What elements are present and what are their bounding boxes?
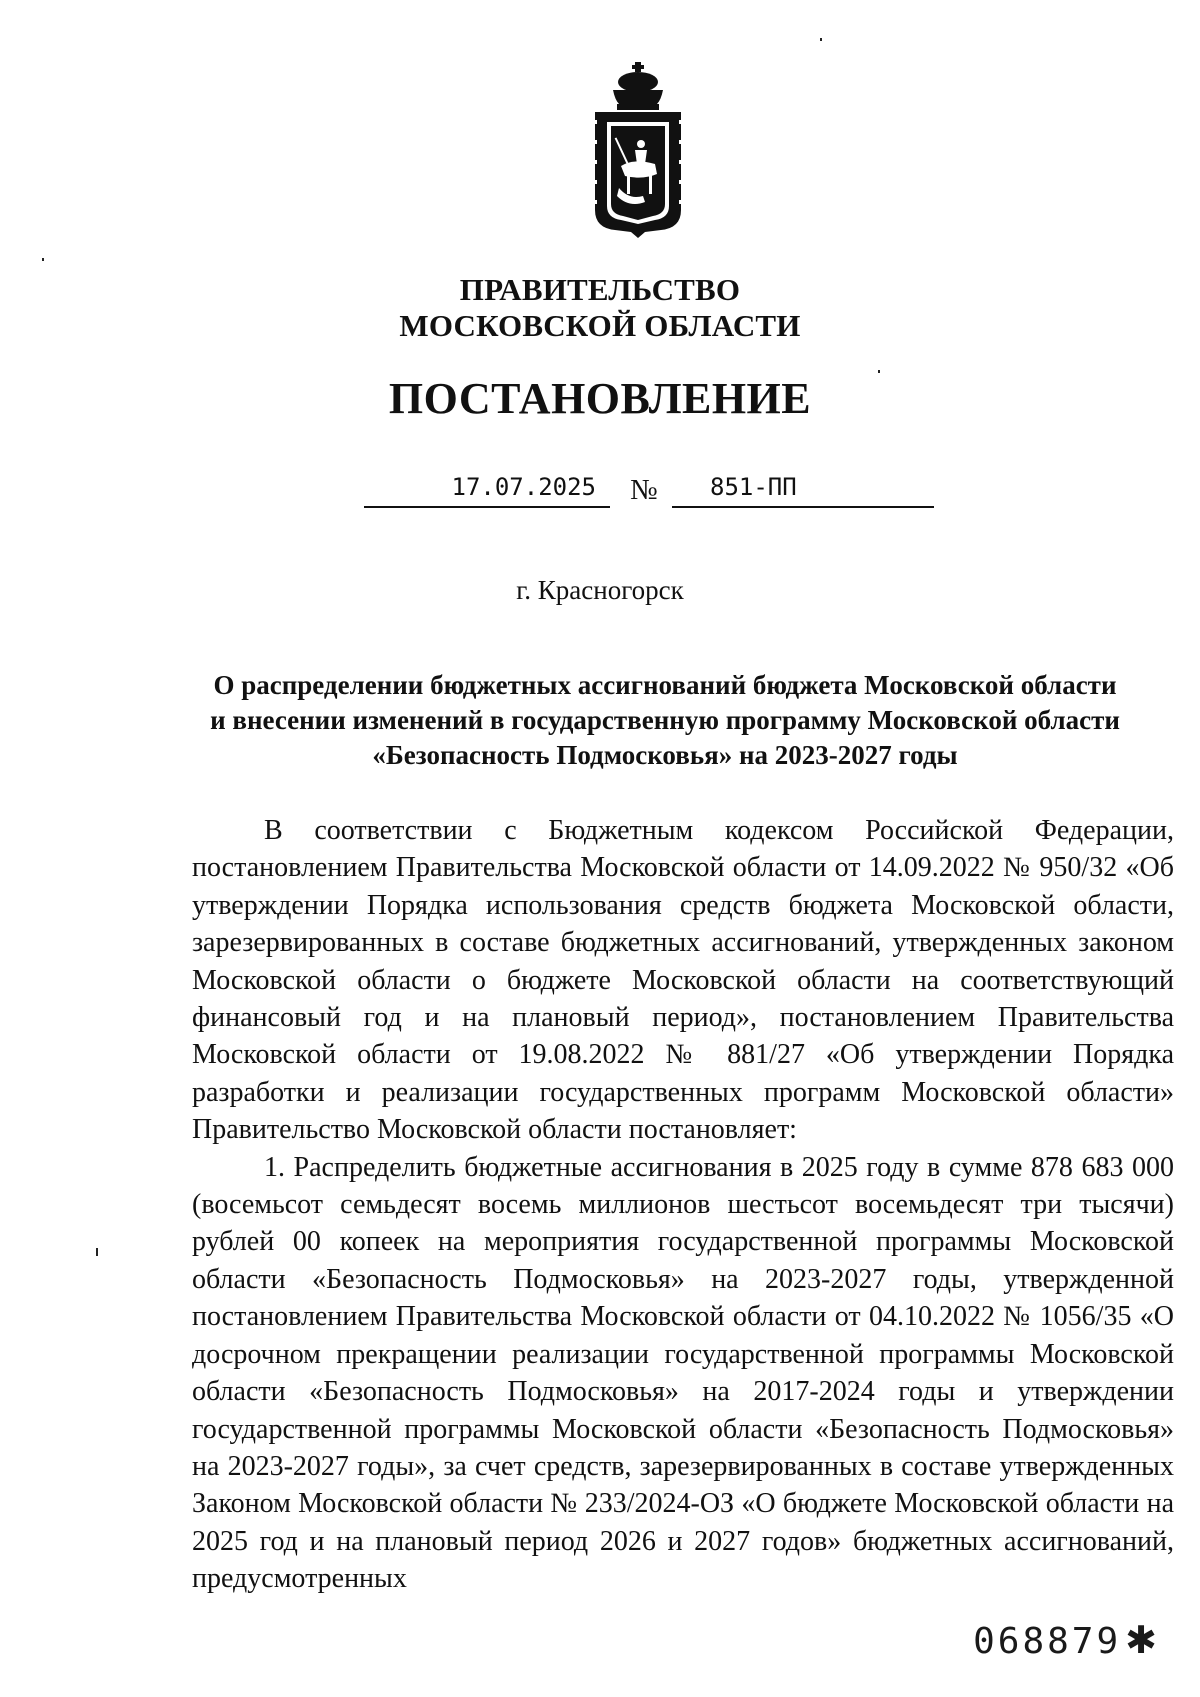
scan-speck (96, 1248, 98, 1256)
subject-line-2: и внесении изменений в государственную программу Московской области (210, 705, 1120, 735)
scan-speck (820, 38, 822, 41)
subject-line-3: «Безопасность Подмосковья» на 2023-2027 годы (372, 740, 958, 770)
document-subject (150, 668, 1180, 773)
subject-line-1: О распределении бюджетных ассигнований бюджета Московской области (213, 670, 1117, 700)
organization-name-line-1: ПРАВИТЕЛЬСТВО (459, 272, 741, 307)
document-body (192, 812, 1174, 1598)
preamble-paragraph: В соответствии с Бюджетным кодексом Российской Федерации, постановлением Правительства Московской области от 14.09.2022 № 950/32 «Об утверждении Порядка использования средств бюджета Московской области, зарезервированных в составе бюджетных ассигнований, утвержденных законом Московской области о бюджете Московской области на соответствующий финансовый год и на плановый период», постановлением Правительства Московской области от 19.08.2022 № 881/27 «Об утверждении Порядка разработки и реализации государственных программ Московской области» Правительство Московской области постановляет: (192, 815, 1174, 1146)
registration-date: 17.07.2025 (451, 473, 596, 501)
registration-number: 851-ПП (710, 473, 797, 501)
number-sign: № (630, 474, 658, 506)
document-type-heading: ПОСТАНОВЛЕНИЕ (388, 374, 812, 423)
scan-speck (878, 370, 880, 373)
item-1-paragraph: 1. Распределить бюджетные ассигнования в 2025 году в сумме 878 683 000 (восемьсот семьдесят восемь миллионов шестьсот восемьдесят три тысячи) рублей 00 копеек на мероприятия государственной программы Московской области «Безопасность Подмосковья» на 2023-2027 годы, утвержденной постановлением Правительства Московской области от 04.10.2022 № 1056/35 «О досрочном прекращении реализации государственной программы Московской области «Безопасность Подмосковья» на 2017-2024 годы и утверждении государственной программы Московской области «Безопасность Подмосковья» на 2023-2027 годы», за счет средств, зарезервированных в составе утвержденных Законом Московской области № 233/2024-ОЗ «О бюджете Московской области на 2025 год и на плановый период 2026 и 2027 годов» бюджетных ассигнований, предусмотренных (192, 1151, 1174, 1595)
organization-name-line-2: МОСКОВСКОЙ ОБЛАСТИ (399, 308, 801, 343)
serial-number (973, 1618, 1160, 1664)
city-line: г. Красногорск (516, 575, 684, 605)
serial-digits: 068879 (973, 1621, 1122, 1662)
number-field (672, 470, 934, 508)
coat-of-arms-icon (583, 60, 693, 240)
scan-speck (42, 258, 44, 261)
asterisk-icon: ✱ (1125, 1618, 1160, 1662)
registration-line (0, 470, 1200, 510)
date-field (364, 470, 610, 508)
